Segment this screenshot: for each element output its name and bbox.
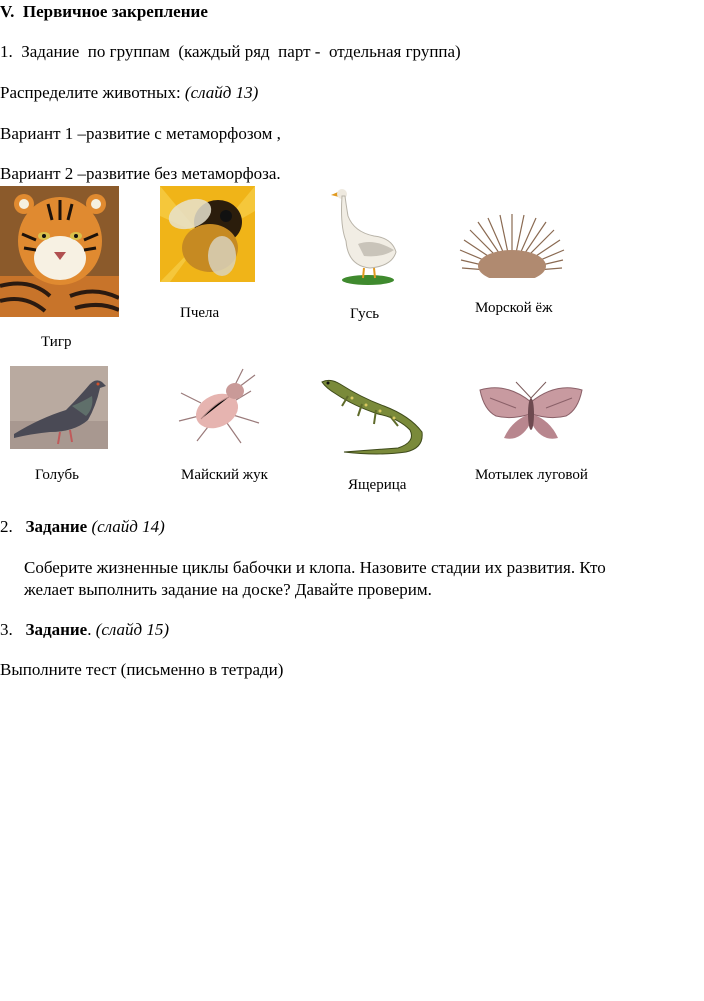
task2-line2: желает выполнить задание на доске? Давайте проверим. <box>24 580 432 599</box>
meadow-moth-caption: Мотылек луговой <box>475 467 588 483</box>
task2-number: 2. <box>0 517 13 536</box>
task2-heading <box>0 517 165 537</box>
task1-text: Задание по группам (каждый ряд парт - отдельная группа) <box>21 42 461 61</box>
task2-line1: Соберите жизненные циклы бабочки и клопа. Назовите стадии их развития. Кто <box>24 558 606 577</box>
sea-urchin-image <box>458 212 566 278</box>
variant-2: Вариант 2 –развитие без метаморфоза. <box>0 164 281 183</box>
lizard-caption: Ящерица <box>348 477 407 493</box>
task1-number: 1. <box>0 42 13 61</box>
task3-dot: . <box>87 620 92 639</box>
task1-heading <box>0 42 461 62</box>
tiger-caption: Тигр <box>41 334 72 350</box>
tiger-image <box>0 186 119 317</box>
meadow-moth-image <box>476 380 586 442</box>
task3-slide: (слайд 15) <box>95 620 170 639</box>
bee-image <box>160 186 255 282</box>
may-beetle-image <box>171 363 266 448</box>
may-beetle-caption: Майский жук <box>181 467 268 483</box>
pigeon-image <box>10 366 108 449</box>
section-number: V. <box>0 2 15 21</box>
task3-text: Выполните тест (письменно в тетради) <box>0 660 284 679</box>
task1-slide: (слайд 13) <box>184 83 259 102</box>
task1-instruction <box>0 83 258 103</box>
section-heading <box>0 2 208 22</box>
task3-heading <box>0 620 169 640</box>
section-title: Первичное закрепление <box>22 2 208 21</box>
bee-caption: Пчела <box>180 305 220 321</box>
task2-slide: (слайд 14) <box>91 517 165 536</box>
task2-title: Задание <box>25 517 88 536</box>
variant-1: Вариант 1 –развитие с метаморфозом , <box>0 124 281 143</box>
pigeon-caption: Голубь <box>35 467 79 483</box>
sea-urchin-caption: Морской ёж <box>475 300 553 316</box>
goose-caption: Гусь <box>350 306 380 322</box>
task1-instruction-text: Распределите животных: <box>0 83 181 102</box>
lizard-image <box>318 376 428 456</box>
task3-number: 3. <box>0 620 13 639</box>
task3-title: Задание <box>25 620 88 639</box>
goose-image <box>330 186 400 286</box>
